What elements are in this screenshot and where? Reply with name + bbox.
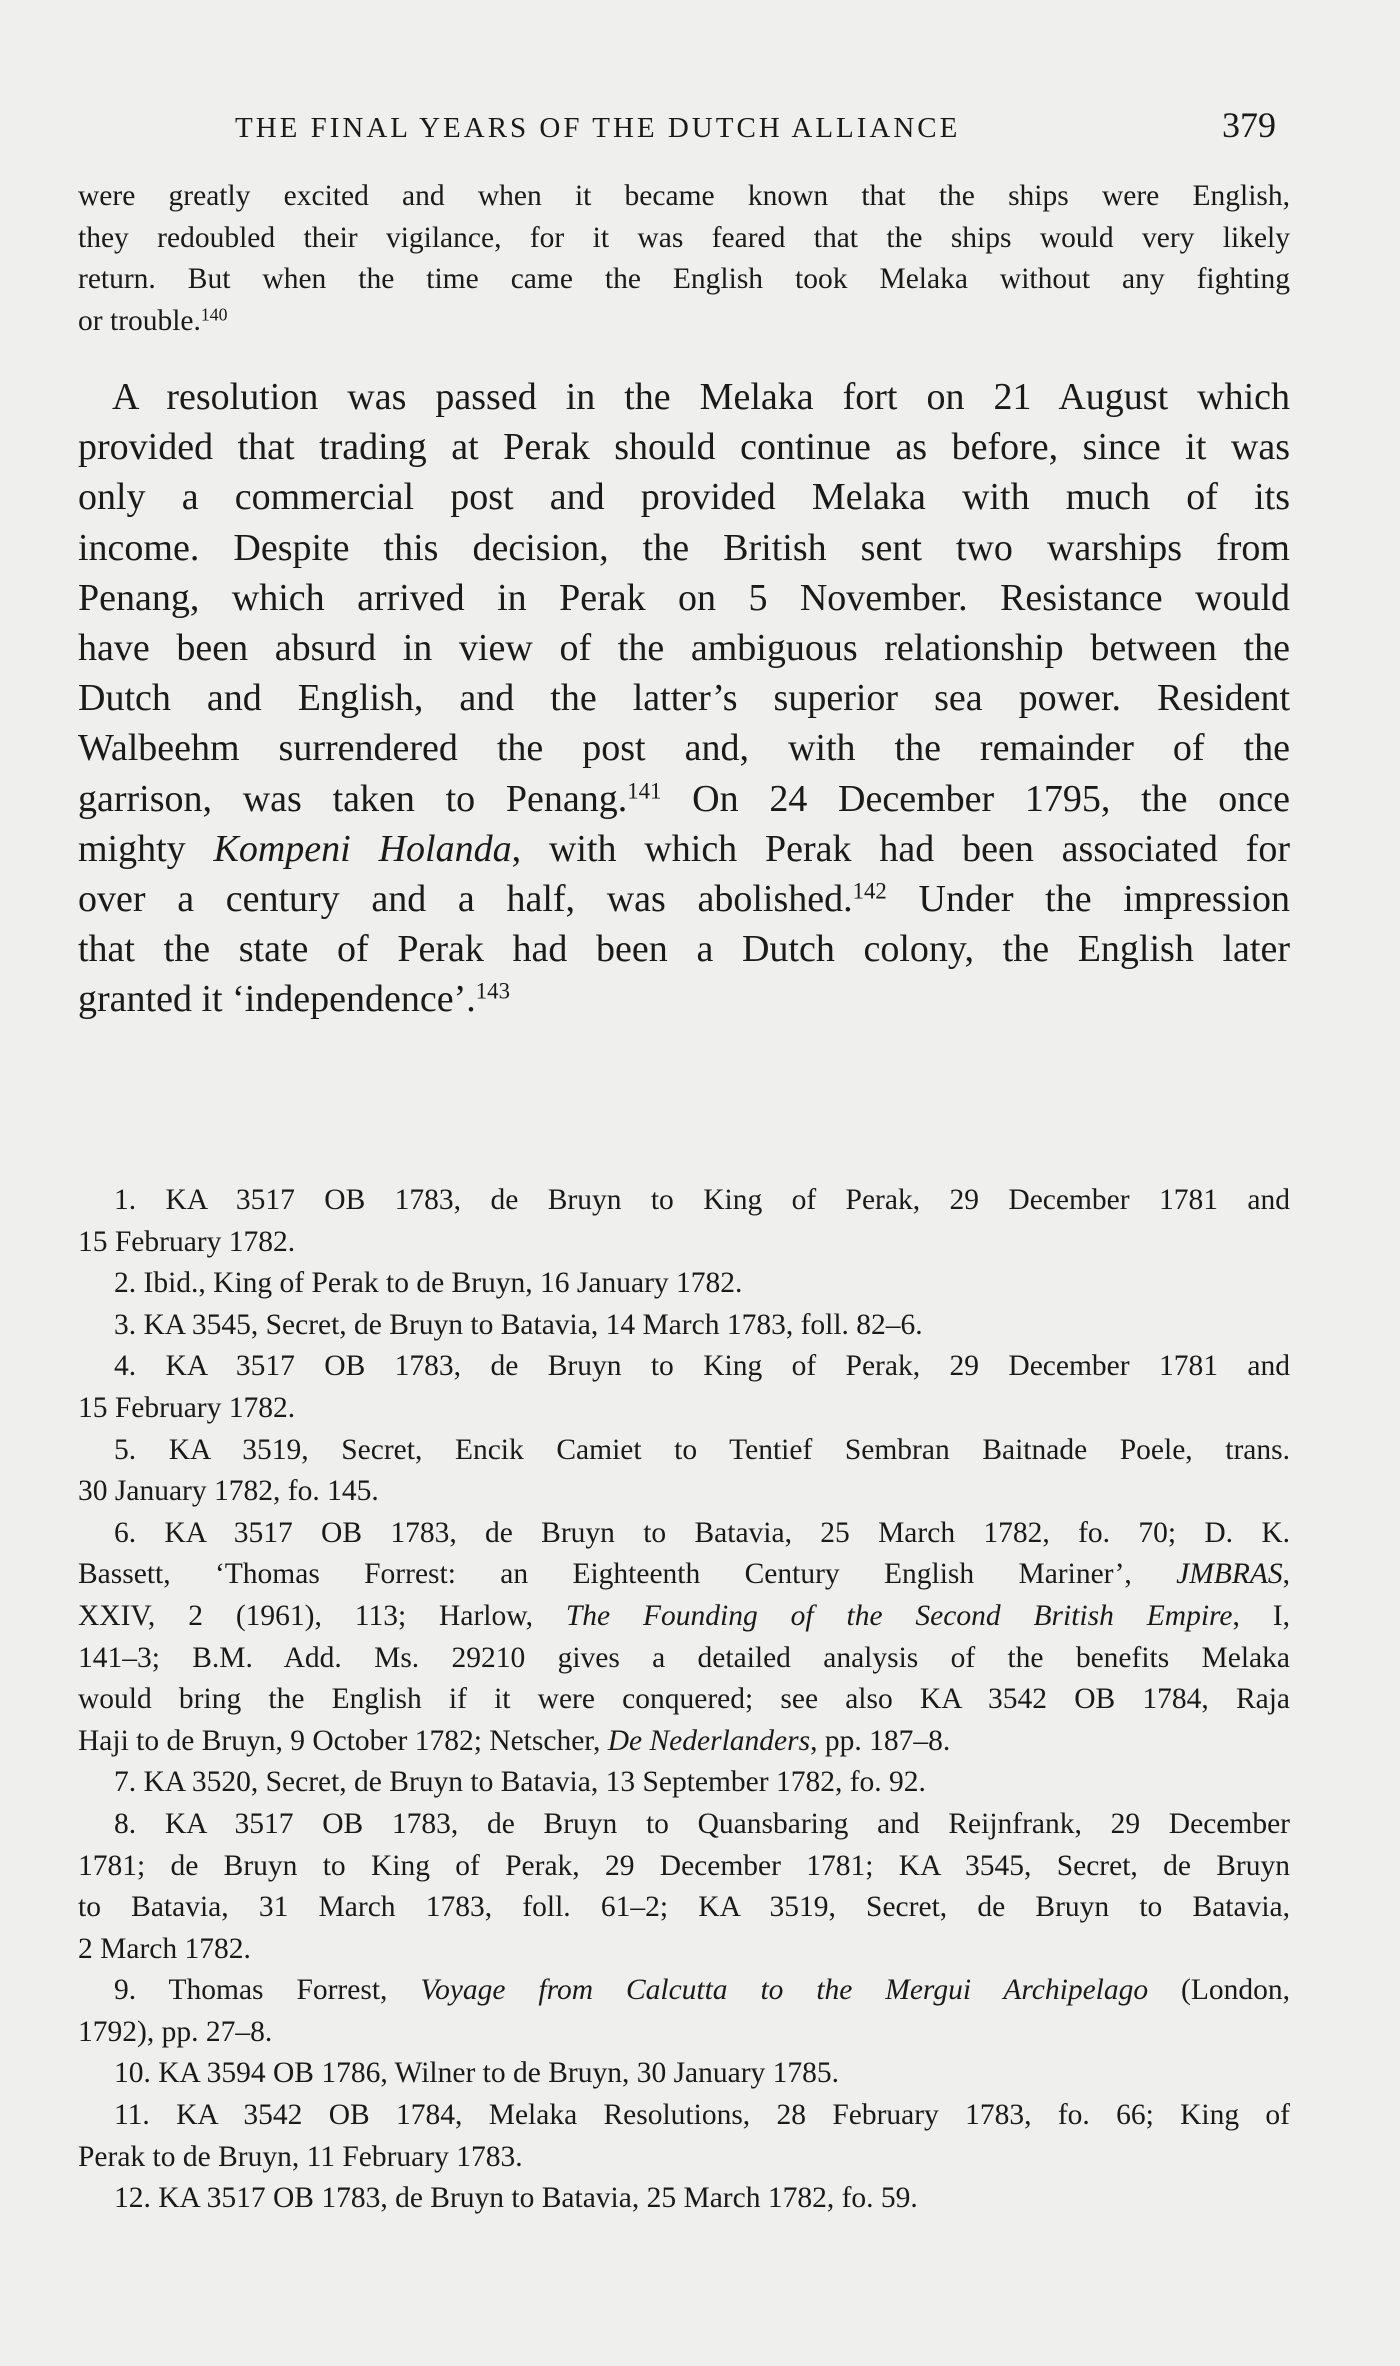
text-segment: 8. KA 3517 OB 1783, de Bruyn to Quansbaring and Reijnfrank, 29 December <box>114 1807 1290 1840</box>
footnote-line <box>78 1305 1290 1347</box>
text-line <box>78 259 1290 301</box>
text-segment: provided that trading at Perak should continue as before, since it was <box>78 426 1290 469</box>
text-segment: , <box>1282 1558 1290 1591</box>
page-number: 379 <box>1222 105 1276 145</box>
text-segment: 5. KA 3519, Secret, Encik Camiet to Tentief Sembran Baitnade Poele, trans. <box>114 1433 1290 1466</box>
text-segment: that the state of Perak had been a Dutch colony, the English later <box>78 928 1290 971</box>
text-segment: to Batavia, 31 March 1783, foll. 61–2; KA 3519, Secret, de Bruyn to Batavia, <box>78 1891 1290 1924</box>
italic-title: Voyage from Calcutta to the Mergui Archipelago <box>420 1974 1149 2007</box>
running-header: THE FINAL YEARS OF THE DUTCH ALLIANCE <box>235 112 961 144</box>
text-segment: garrison, was taken to Penang. <box>78 777 628 820</box>
text-line <box>78 924 1290 974</box>
italic-title: JMBRAS <box>1176 1558 1283 1591</box>
text-line <box>78 824 1290 874</box>
footnote-line <box>78 1762 1290 1804</box>
text-segment: Walbeehm surrendered the post and, with the remainder of the <box>78 727 1290 770</box>
text-line <box>78 523 1290 573</box>
text-segment: have been absurd in view of the ambiguous relationship between the <box>78 627 1290 670</box>
footnote-line <box>78 2095 1290 2137</box>
text-segment: 141–3; B.M. Add. Ms. 29210 gives a detailed analysis of the benefits Melaka <box>78 1641 1290 1674</box>
footnote-line <box>78 1471 1290 1513</box>
footnote-line <box>78 2012 1290 2054</box>
footnote-line <box>78 1596 1290 1638</box>
text-segment: 2. Ibid., King of Perak to de Bruyn, 16 January 1782. <box>114 1267 743 1300</box>
footnote-line <box>78 1887 1290 1929</box>
footnote-line <box>78 2178 1290 2220</box>
text-segment: Dutch and English, and the latter’s superior sea power. Resident <box>78 677 1290 720</box>
italic-title: Kompeni Holanda <box>213 827 512 870</box>
text-line <box>78 218 1290 260</box>
text-segment: 9. Thomas Forrest, <box>114 1974 421 2007</box>
text-segment: 11. KA 3542 OB 1784, Melaka Resolutions, 28 February 1783, fo. 66; King of <box>114 2099 1290 2132</box>
footnote-line <box>78 1929 1290 1971</box>
footnote-line <box>78 1721 1290 1763</box>
text-segment: On 24 December 1795, the once <box>661 777 1290 820</box>
text-segment: , pp. 187–8. <box>810 1724 951 1757</box>
text-segment: mighty <box>78 827 214 870</box>
italic-title: De Nederlanders <box>607 1724 811 1757</box>
footnote-line <box>78 2137 1290 2179</box>
text-line <box>78 422 1290 472</box>
footnote-line <box>78 1388 1290 1430</box>
footnote-line <box>78 1679 1290 1721</box>
footnote-line <box>78 1222 1290 1264</box>
text-line <box>78 673 1290 723</box>
text-segment: 15 February 1782. <box>78 1225 296 1258</box>
text-segment: Penang, which arrived in Perak on 5 November. Resistance would <box>78 576 1290 619</box>
text-segment: only a commercial post and provided Melaka with much of its <box>78 476 1290 519</box>
footnote-line <box>78 1554 1290 1596</box>
text-line <box>78 974 1290 1024</box>
footnote-line <box>78 1180 1290 1222</box>
text-segment: 30 January 1782, fo. 145. <box>78 1475 379 1508</box>
footnote-line <box>78 1513 1290 1555</box>
text-segment: 1. KA 3517 OB 1783, de Bruyn to King of Perak, 29 December 1781 and <box>114 1184 1290 1216</box>
text-segment: Bassett, ‘Thomas Forrest: an Eighteenth Century English Mariner’, <box>78 1558 1177 1591</box>
footnotes <box>78 1180 1290 2220</box>
text-segment: 1781; de Bruyn to King of Perak, 29 December 1781; KA 3545, Secret, de Bruyn <box>78 1849 1290 1882</box>
text-segment: Under the impression <box>886 878 1291 921</box>
footnote-line <box>78 1804 1290 1846</box>
paragraph-resolution <box>78 372 1290 1025</box>
text-line <box>78 623 1290 673</box>
text-segment: Perak to de Bruyn, 11 February 1783. <box>78 2140 523 2173</box>
text-line <box>78 301 1290 343</box>
text-segment: 15 February 1782. <box>78 1391 296 1424</box>
footnote-ref: 140 <box>200 303 228 324</box>
text-segment: over a century and a half, was abolished. <box>78 878 853 921</box>
text-line <box>78 472 1290 522</box>
footnote-line <box>78 1846 1290 1888</box>
text-segment: they redoubled their vigilance, for it was feared that the ships would very likely <box>78 221 1290 254</box>
text-line <box>78 573 1290 623</box>
text-line <box>78 723 1290 773</box>
text-segment: Haji to de Bruyn, 9 October 1782; Netscher, <box>78 1724 608 1757</box>
text-segment: 1792), pp. 27–8. <box>78 2015 273 2048</box>
text-segment: granted it ‘independence’. <box>78 978 476 1021</box>
text-segment: income. Despite this decision, the British sent two warships from <box>78 526 1290 569</box>
footnote-line <box>78 2053 1290 2095</box>
italic-title: The Founding of the Second British Empire <box>565 1599 1233 1632</box>
footnote-line <box>78 1346 1290 1388</box>
footnote-line <box>78 1430 1290 1472</box>
footnote-line <box>78 1263 1290 1305</box>
text-segment: 3. KA 3545, Secret, de Bruyn to Batavia, 14 March 1783, foll. 82–6. <box>114 1308 923 1341</box>
text-segment: (London, <box>1148 1974 1290 2007</box>
text-line <box>78 372 1290 422</box>
footnote-ref: 142 <box>852 878 887 904</box>
text-segment: 12. KA 3517 OB 1783, de Bruyn to Batavia, 25 March 1782, fo. 59. <box>114 2182 918 2215</box>
text-line <box>78 874 1290 924</box>
text-line <box>78 176 1290 218</box>
text-segment: , with which Perak had been associated for <box>511 827 1290 870</box>
text-segment: 2 March 1782. <box>78 1932 251 1965</box>
footnote-line <box>78 1638 1290 1680</box>
text-segment: 4. KA 3517 OB 1783, de Bruyn to King of Perak, 29 December 1781 and <box>114 1350 1290 1383</box>
text-segment: would bring the English if it were conquered; see also KA 3542 OB 1784, Raja <box>78 1683 1290 1716</box>
text-segment: 7. KA 3520, Secret, de Bruyn to Batavia, 13 September 1782, fo. 92. <box>114 1766 926 1799</box>
text-segment: A resolution was passed in the Melaka fort on 21 August which <box>112 376 1290 418</box>
text-segment: 6. KA 3517 OB 1783, de Bruyn to Batavia, 25 March 1782, fo. 70; D. K. <box>114 1516 1290 1549</box>
text-segment: return. But when the time came the English took Melaka without any fighting <box>78 263 1290 295</box>
footnote-ref: 143 <box>475 978 510 1004</box>
text-segment: or trouble. <box>78 304 201 337</box>
text-line <box>78 774 1290 824</box>
footnote-ref: 141 <box>627 778 662 804</box>
text-segment: , I, <box>1232 1599 1290 1632</box>
text-segment: XXIV, 2 (1961), 113; Harlow, <box>78 1599 566 1632</box>
paragraph-continued <box>78 176 1290 342</box>
text-segment: 10. KA 3594 OB 1786, Wilner to de Bruyn, 30 January 1785. <box>114 2057 840 2090</box>
footnote-line <box>78 1970 1290 2012</box>
text-segment: were greatly excited and when it became known that the ships were English, <box>78 180 1290 212</box>
